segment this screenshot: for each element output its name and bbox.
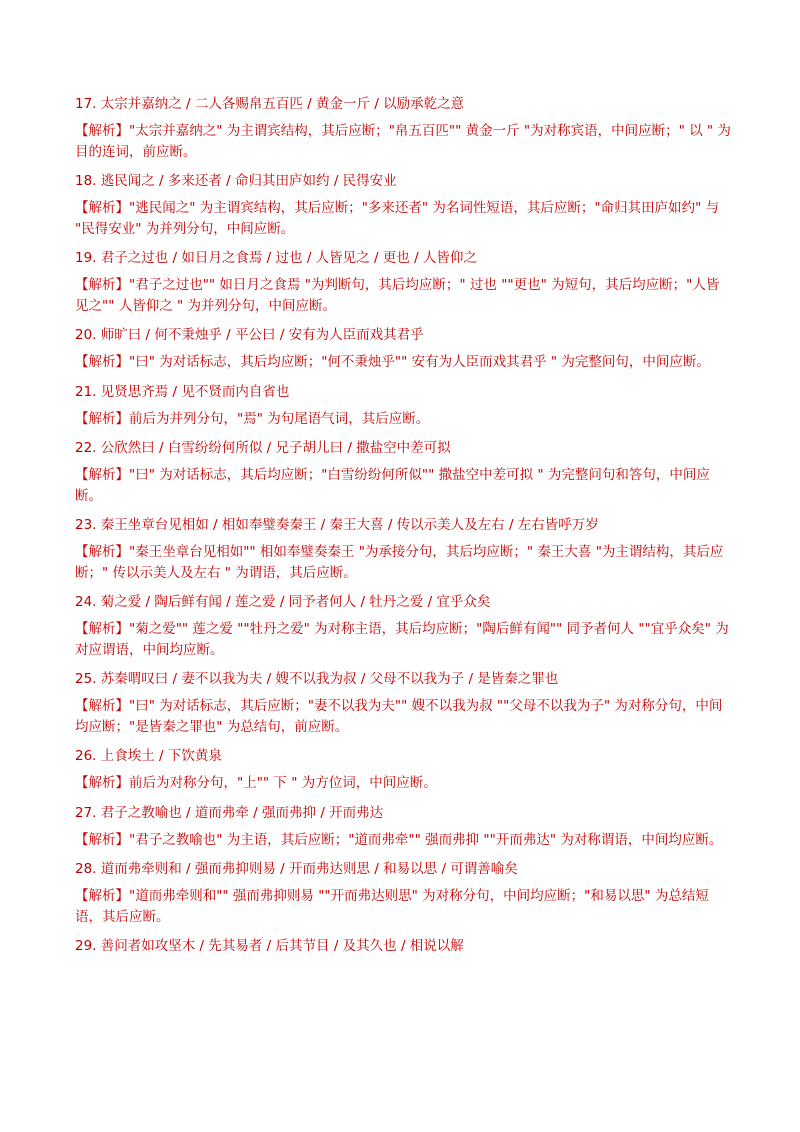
exercise-item-20 — [75, 324, 731, 373]
exercise-analysis: 【解析】"逃民闻之" 为主谓宾结构，其后应断；"多来还者" 为名词性短语，其后应断；"命归其田庐如约" 与 "民得安业" 为并列分句，中间应断。 — [75, 200, 724, 237]
exercise-question: 22. 公欣然曰 / 白雪纷纷何所似 / 兄子胡儿曰 / 撒盐空中差可拟 — [75, 440, 451, 456]
exercise-question: 23. 秦王坐章台见相如 / 相如奉璧奏秦王 / 秦王大喜 / 传以示美人及左右 / 左右皆呼万岁 — [75, 517, 599, 533]
exercise-analysis: 【解析】前后为对称分句，"上"" 下 " 为方位词，中间应断。 — [75, 775, 437, 791]
exercise-item-29 — [75, 935, 731, 957]
exercise-item-22 — [75, 437, 731, 506]
exercise-analysis: 【解析】"曰" 为对话标志，其后均应断；"白雪纷纷何所似"" 撒盐空中差可拟 " 为完整问句和答句，中间应断。 — [75, 467, 710, 504]
exercise-question: 25. 苏秦喟叹曰 / 妻不以我为夫 / 嫂不以我为叔 / 父母不以我为子 / 是皆秦之罪也 — [75, 671, 559, 687]
exercise-question: 18. 逃民闻之 / 多来还者 / 命归其田庐如约 / 民得安业 — [75, 173, 397, 189]
exercise-analysis: 【解析】前后为并列分句，"焉" 为句尾语气词，其后应断。 — [75, 410, 430, 427]
exercise-item-17 — [75, 93, 731, 162]
exercise-analysis: 【解析】"曰" 为对话标志，其后应断；"妻不以我为夫"" 嫂不以我为叔 ""父母不以我为子" 为对称分句，中间均应断；"是皆秦之罪也" 为总结句，前应断。 — [75, 698, 723, 735]
exercise-analysis: 【解析】"君子之教喻也" 为主语，其后应断；"道而弗牵"" 强而弗抑 ""开而弗达" 为对称谓语，中间均应断。 — [75, 831, 723, 848]
exercise-item-23 — [75, 514, 731, 583]
exercise-analysis: 【解析】"君子之过也"" 如日月之食焉 "为判断句，其后均应断；" 过也 ""更也" 为短句，其后均应断；"人皆见之"" 人皆仰之 " 为并列分句，中间应断。 — [75, 277, 720, 314]
exercise-question: 24. 菊之爱 / 陶后鲜有闻 / 莲之爱 / 同予者何人 / 牡丹之爱 / 宜乎众矣 — [75, 594, 491, 610]
document-body — [75, 93, 731, 963]
exercise-analysis: 【解析】"菊之爱"" 莲之爱 ""牡丹之爱" 为对称主语，其后均应断；"陶后鲜有闻"" 同予者何人 ""宜乎众矣" 为对应谓语，中间均应断。 — [75, 621, 729, 658]
exercise-item-21 — [75, 381, 731, 430]
exercise-question: 29. 善问者如攻坚木 / 先其易者 / 后其节目 / 及其久也 / 相说以解 — [75, 938, 464, 954]
exercise-question: 20. 师旷曰 / 何不秉烛乎 / 平公曰 / 安有为人臣而戏其君乎 — [75, 327, 424, 343]
exercise-question: 28. 道而弗牵则和 / 强而弗抑则易 / 开而弗达则思 / 和易以思 / 可谓善喻矣 — [75, 861, 518, 877]
exercise-question: 17. 太宗并嘉纳之 / 二人各赐帛五百匹 / 黄金一斤 / 以励承乾之意 — [75, 96, 465, 112]
exercise-item-28 — [75, 858, 731, 927]
exercise-analysis: 【解析】"道而弗牵则和"" 强而弗抑则易 ""开而弗达则思" 为对称分句，中间均应断；"和易以思" 为总结短语，其后应断。 — [75, 888, 709, 925]
exercise-item-25 — [75, 668, 731, 737]
exercise-question: 26. 上食埃土 / 下饮黄泉 — [75, 748, 222, 764]
exercise-item-19 — [75, 247, 731, 316]
exercise-item-24 — [75, 591, 731, 660]
exercise-question: 21. 见贤思齐焉 / 见不贤而内自省也 — [75, 383, 290, 400]
exercise-question: 27. 君子之教喻也 / 道而弗牵 / 强而弗抑 / 开而弗达 — [75, 804, 384, 821]
exercise-question: 19. 君子之过也 / 如日月之食焉 / 过也 / 人皆见之 / 更也 / 人皆仰之 — [75, 250, 477, 266]
exercise-item-18 — [75, 170, 731, 239]
exercise-analysis: 【解析】"曰" 为对话标志，其后均应断；"何不秉烛乎"" 安有为人臣而戏其君乎 " 为完整问句，中间应断。 — [75, 354, 710, 370]
exercise-item-26 — [75, 745, 731, 794]
exercise-item-27 — [75, 802, 731, 851]
exercise-analysis: 【解析】"太宗并嘉纳之" 为主谓宾结构，其后应断；"帛五百匹"" 黄金一斤 "为对称宾语，中间应断；" 以 " 为目的连词，前应断。 — [75, 123, 731, 160]
exercise-analysis: 【解析】"秦王坐章台见相如"" 相如奉璧奏秦王 "为承接分句，其后均应断；" 秦王大喜 "为主谓结构，其后应断；" 传以示美人及左右 " 为谓语，其后应断。 — [75, 544, 724, 581]
